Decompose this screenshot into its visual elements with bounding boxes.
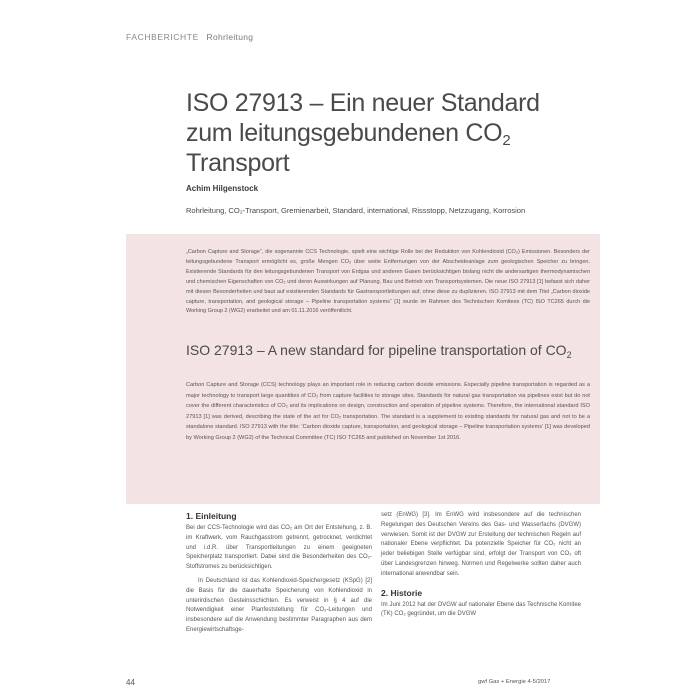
header-subsection: Rohrleitung [206, 32, 254, 42]
author-name: Achim Hilgenstock [186, 184, 259, 193]
title-line-1: ISO 27913 – Ein neuer Standard [186, 89, 540, 117]
publication-footer: gwf Gas + Energie 4-5/2017 [478, 679, 551, 685]
column-right [381, 511, 581, 620]
section-1-heading: 1. Einleitung [186, 511, 237, 521]
title-line-3: Transport [186, 149, 290, 177]
section-1-paragraph-3: setz (EnWG) [3]. Im EnWG wird insbesondere auf die technischen Regelungen des Deutschen Vereins des Gas- und Wasserfachs (DVGW) verwiesen. Somit ist der DVGW zur Erstellung der technischen Regeln auf nationaler Ebene verpflichtet. Da potenzielle Speicher für CO₂ nicht an jeder beliebigen Stelle verfügbar sind, erfolgt der Transport von CO₂ oft über Landesgrenzen hinweg. Normen und Regelwerke sollten daher auch international anwendbar sein. [381, 512, 581, 577]
header-section: FACHBERICHTE [126, 32, 199, 42]
abstract-title-subscript: 2 [566, 350, 572, 360]
column-left [186, 511, 372, 636]
running-header [126, 32, 253, 42]
abstract-english-title [186, 342, 596, 358]
title-line-2-text: zum leitungsgebundenen CO [186, 119, 503, 147]
section-2-paragraph-1: Im Juni 2012 hat der DVGW auf nationaler Ebene das Technische Komitee (TK) CO₂ gegründet, um die DVGW [381, 601, 581, 618]
title-co2-subscript: 2 [502, 132, 511, 149]
section-1-paragraph-1: Bei der CCS-Technologie wird das CO₂ am Ort der Entstehung, z. B. im Kraftwerk, vom Rauchgasstrom getrennt, getrocknet, verdichtet und i.d.R. über Transportleitungen zu einem geeigneten Speicherplatz transportiert. Dabei sind die Besonderheiten des CO₂-Stoffstromes zu berücksichtigen. [186, 525, 372, 571]
abstract-german: „Carbon Capture and Storage“, die sogenannte CCS Technologie, spielt eine wichtige Rolle bei der Reduktion von Kohlendioxid (CO₂) Emissionen. Besonders der leitungsgebundene Transport ermöglicht es, große Mengen CO₂ über weite Entfernungen von der Abscheideanlage zum geologischen Speicher zu bringen. Existierende Standards für den leitungsgebundenen Transport von Erdgas und anderen Gasen berücksichtigen bislang nicht die andersartigen thermodynamischen und chemischen Eigenschaften von CO₂ und deren Auswirkungen auf Planung, Bau und Betrieb von Transportsystemen. Die neue ISO 27913 [1] befasst sich daher mit diesen Besonderheiten und baut auf existierenden Standards für Gastransportleitungen auf, ohne diese zu duplizieren. ISO 27913 mit dem Titel „Carbon dioxide capture, transportation, and geological storage – Pipeline transportation systems“ [1] wurde im Rahmen des Technischen Komitees (TC) ISO TC265 durch die Working Group 2 (WG2) erarbeitet und am 01.11.2016 veröffentlicht. [186, 249, 590, 315]
abstract-english: Carbon Capture and Storage (CCS) technology plays an important role in reducing carbon dioxide emissions. Especially pipeline transportation is regarded as a major technology to transport large quantities of CO₂ from capture facilities to storage sites. Standards for natural gas transportation via pipelines exist but do not cover the different characteristics of CO₂ and its implications on design, construction and operation of pipeline systems. Therefore, the international standard ISO 27913 [1] was derived, describing the state of the art for CO₂ transportation. The standard is a supplement to existing standards for natural gas and not to be a standalone standard. ISO 27913 with the title: ‘Carbon dioxide capture, transportation, and geological storage – Pipeline transportation systems’ [1] was developed by Working Group 2 (WG2) of the Technical Committee (TC) ISO TC265 and published on November 1st 2016. [186, 382, 590, 441]
abstract-english-title-text: ISO 27913 – A new standard for pipeline transportation of CO [186, 342, 567, 358]
keywords: Rohrleitung, CO₂-Transport, Gremienarbeit, Standard, international, Rissstopp, Netzzugang, Korrosion [186, 206, 526, 215]
title-line-2 [186, 118, 606, 148]
section-1-paragraph-2: In Deutschland ist das Kohlendioxid-Speichergesetz (KSpG) [2] die Basis für die dauerhafte Speicherung von Kohlendioxid in unterirdischen Gesteinsschichten. Es verweist in § 4 auf die Notwendigkeit einer Planfeststellung für CO₂-Leitungen und insbesondere auf die Anwendung bestimmter Paragraphen aus dem Energiewirtschaftsge- [186, 577, 372, 633]
article-title [186, 88, 606, 178]
section-2-heading: 2. Historie [381, 587, 423, 598]
page-number: 44 [126, 678, 135, 687]
